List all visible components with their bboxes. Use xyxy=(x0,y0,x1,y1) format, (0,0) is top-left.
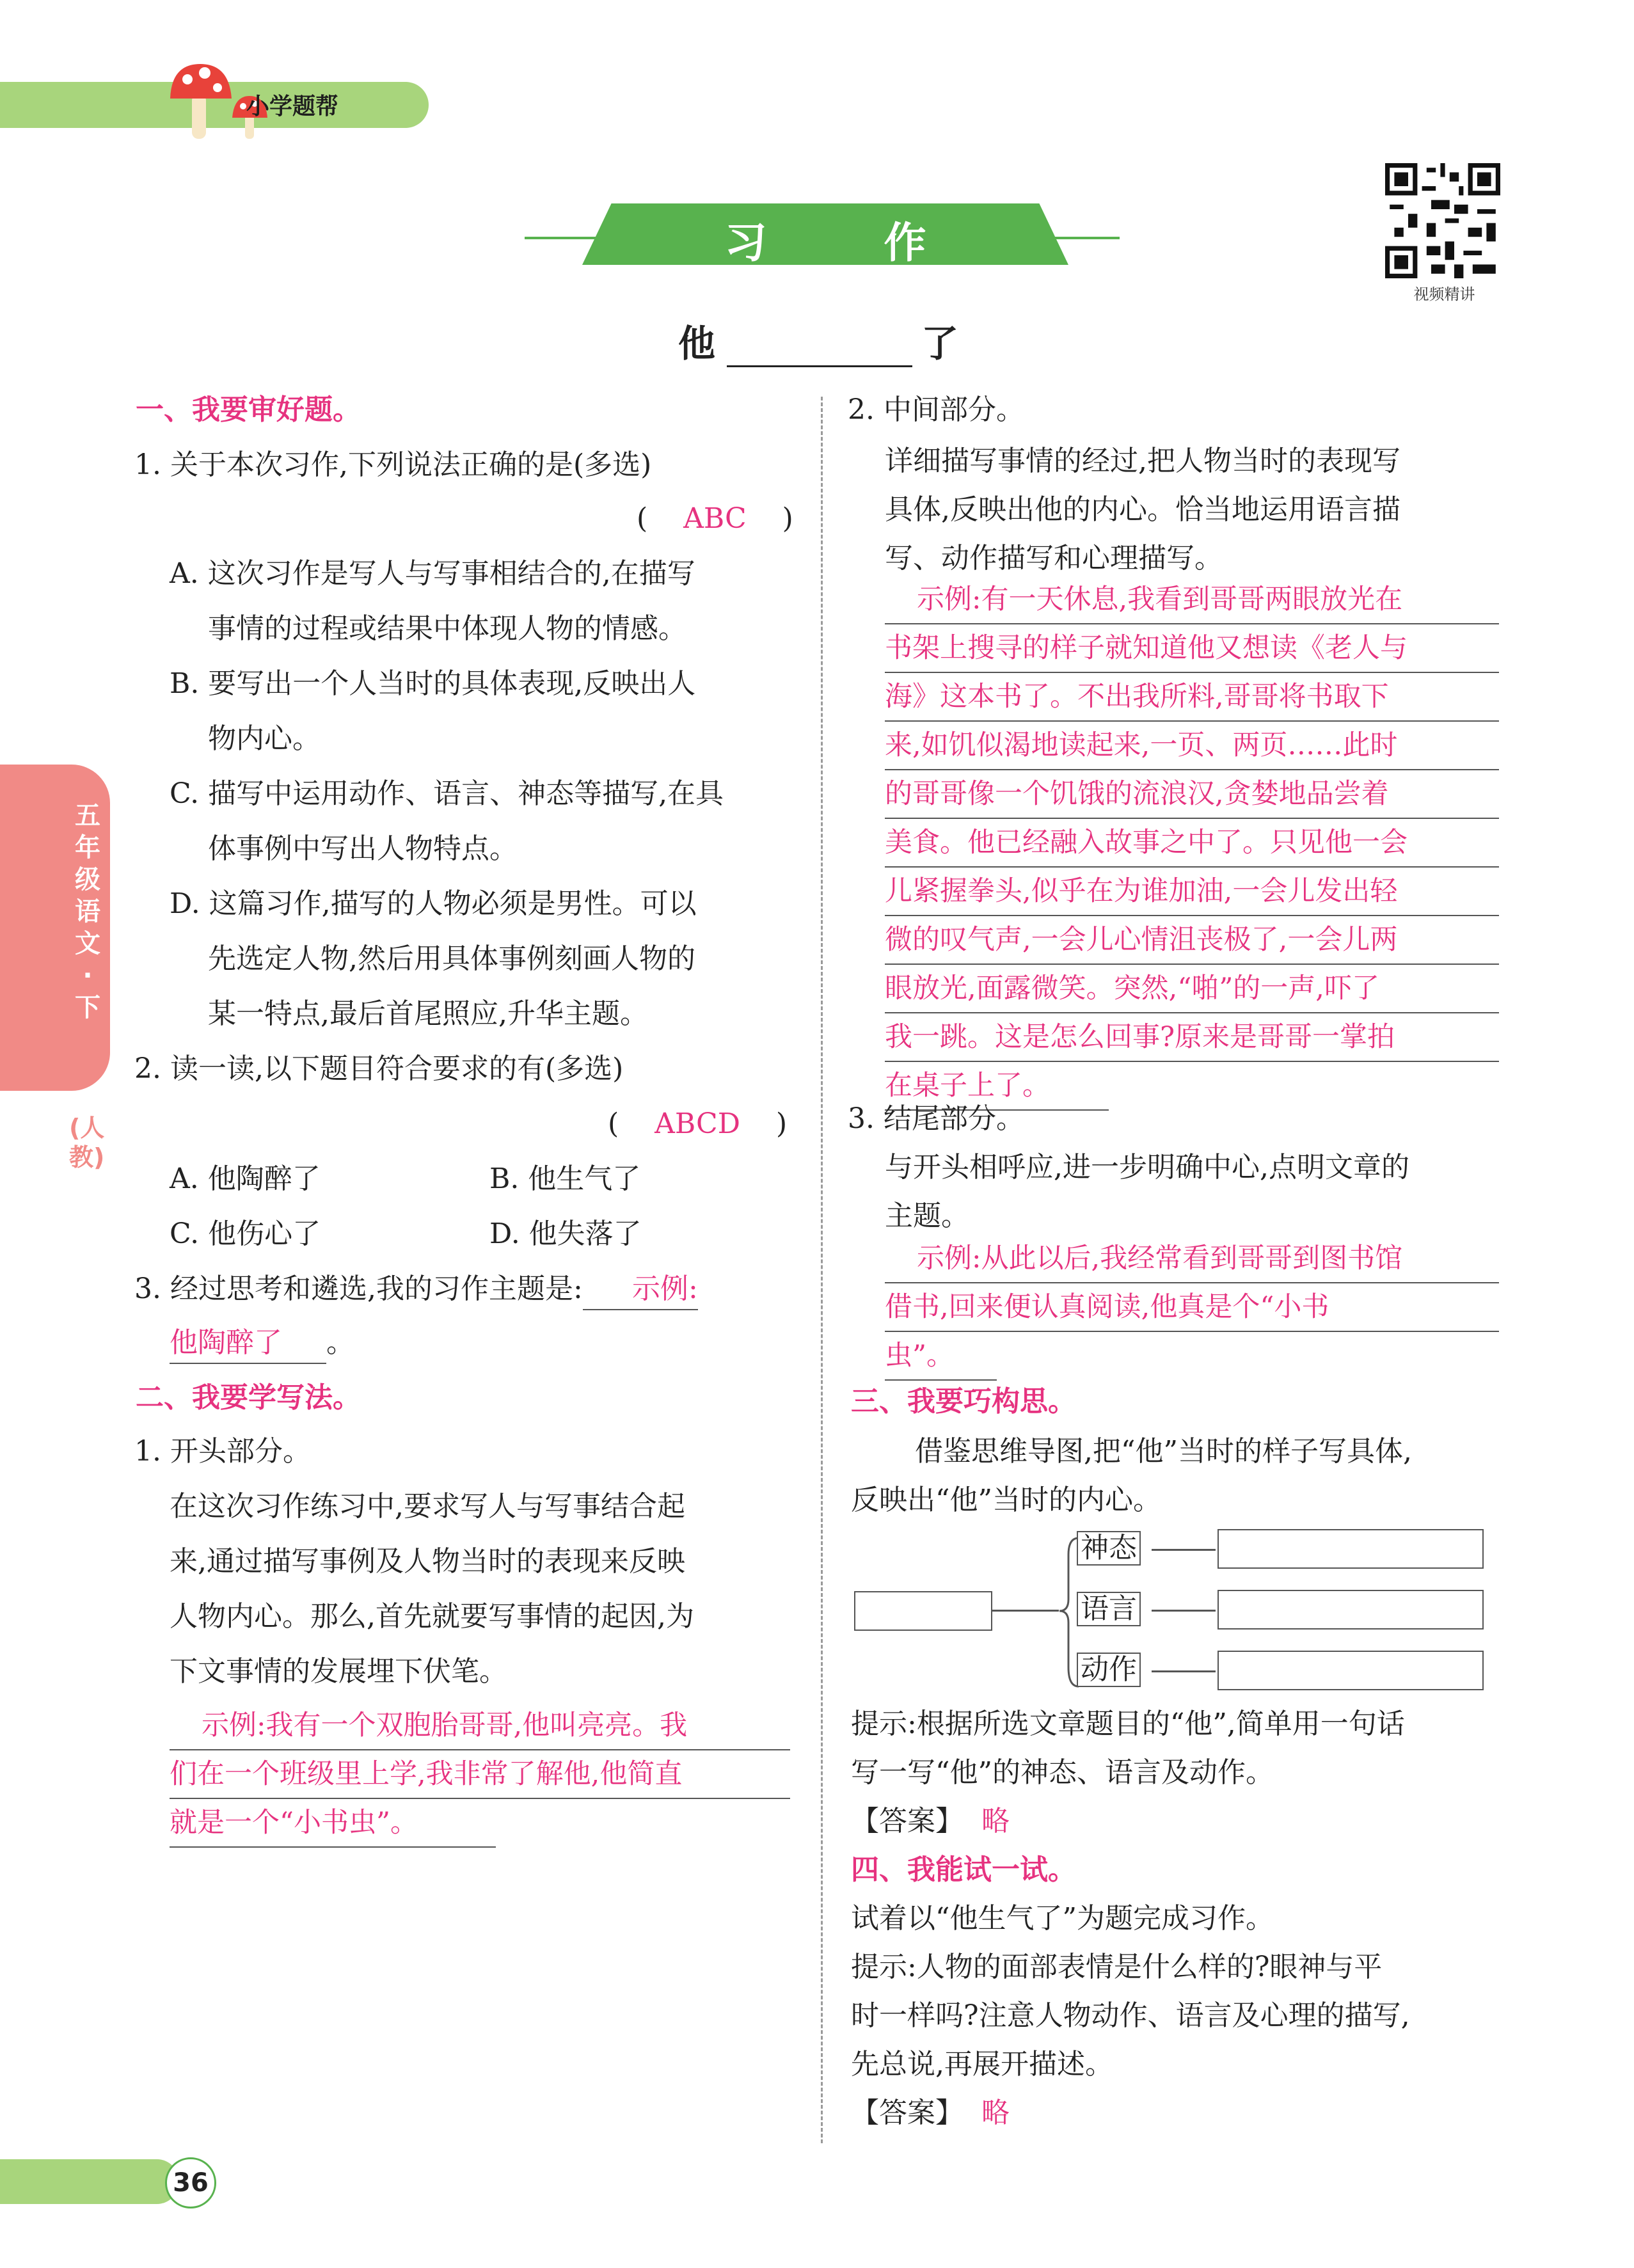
part-2-example-line: 微的叹气声,一会儿心情沮丧极了,一会儿两 xyxy=(885,916,1499,965)
q3-stem-text: 3. 经过思考和遴选,我的习作主题是: xyxy=(134,1273,583,1305)
part-2-example-line: 儿紧握拳头,似乎在为谁加油,一会儿发出轻 xyxy=(885,868,1499,916)
q1-option-b: B. 要写出一个人当时的具体表现,反映出人 xyxy=(170,667,696,700)
part-3-example-line: 虫”。 xyxy=(885,1332,997,1381)
answer-label: 【答案】 xyxy=(851,2097,964,2129)
mind-map-connector xyxy=(1152,1670,1216,1672)
q2-option-a: A. 他陶醉了 xyxy=(170,1162,321,1195)
part-2-example xyxy=(885,576,1499,1111)
q2-stem: 2. 读一读,以下题目符合要求的有(多选) xyxy=(134,1052,624,1085)
answer-row-1 xyxy=(851,1802,1010,1841)
q1-option-a-cont: 事情的过程或结果中体现人物的情感。 xyxy=(208,612,686,645)
part-3-example-line: 示例:从此以后,我经常看到哥哥到图书馆 xyxy=(885,1235,1499,1283)
tip-2-line-1: 提示:人物的面部表情是什么样的?眼神与平 xyxy=(851,1951,1383,1983)
tip-2-line-3: 先总说,再展开描述。 xyxy=(851,2048,1113,2081)
section-2-title: 二、我要学写法。 xyxy=(136,1381,361,1414)
q1-option-a: A. 这次习作是写人与写事相结合的,在描写 xyxy=(170,557,695,590)
essay-title xyxy=(678,313,961,367)
q2-option-b: B. 他生气了 xyxy=(489,1162,641,1195)
answer-value: 略 xyxy=(981,1805,1010,1837)
footer-bar xyxy=(0,2159,179,2204)
part-2-example-line: 示例:有一天休息,我看到哥哥两眼放光在 xyxy=(885,576,1499,624)
q3-answer-line xyxy=(170,1323,354,1364)
part-1-text-2: 来,通过描写事例及人物当时的表现来反映 xyxy=(170,1545,685,1578)
brand-name: 小学题帮 xyxy=(246,93,339,120)
q1-option-d: D. 这篇习作,描写的人物必须是男性。可以 xyxy=(170,887,697,920)
part-2-example-line: 的哥哥像一个饥饿的流浪汉,贪婪地品尝着 xyxy=(885,770,1499,819)
section-3-title: 三、我要巧构思。 xyxy=(851,1385,1076,1418)
answer-value: 略 xyxy=(981,2097,1010,2129)
q3-answer-2: 他陶醉了 xyxy=(170,1323,326,1364)
part-3-text-1: 与开头相呼应,进一步明确中心,点明文章的 xyxy=(885,1151,1409,1184)
q1-option-d-cont2: 某一特点,最后首尾照应,升华主题。 xyxy=(208,997,648,1030)
section-title: 习 作 xyxy=(724,218,978,267)
part-3-example-line: 借书,回来便认真阅读,他真是个“小书 xyxy=(885,1283,1499,1332)
q3-end: 。 xyxy=(326,1326,354,1359)
section-3-text-1: 借鉴思维导图,把“他”当时的样子写具体, xyxy=(915,1435,1412,1468)
q2-option-d: D. 他失落了 xyxy=(489,1217,642,1250)
mind-map-connector xyxy=(992,1610,1059,1612)
q2-answer-bracket: ( ABCD ) xyxy=(608,1107,788,1140)
part-2-title: 2. 中间部分。 xyxy=(848,393,1024,426)
side-tab-edition: (人教) xyxy=(69,1114,105,1171)
column-divider xyxy=(821,397,823,2143)
mind-map-label-speech: 语言 xyxy=(1077,1592,1141,1626)
section-3-text-2: 反映出“他”当时的内心。 xyxy=(851,1484,1161,1516)
essay-title-suffix: 了 xyxy=(921,322,962,365)
essay-title-blank[interactable] xyxy=(727,328,912,367)
part-2-text-2: 具体,反映出他的内心。恰当地运用语言描 xyxy=(885,493,1400,526)
part-2-example-line: 海》这本书了。不出我所料,哥哥将书取下 xyxy=(885,673,1499,722)
mind-map-label-expression: 神态 xyxy=(1077,1531,1141,1566)
mind-map-action-box[interactable] xyxy=(1218,1651,1484,1690)
q1-answer: ABC xyxy=(683,502,747,535)
part-1-text-3: 人物内心。那么,首先就要写事情的起因,为 xyxy=(170,1600,694,1633)
answer-label: 【答案】 xyxy=(851,1805,964,1837)
q3-stem xyxy=(134,1269,698,1310)
tip-1-line-1: 提示:根据所选文章题目的“他”,简单用一句话 xyxy=(851,1708,1405,1740)
part-2-example-line: 来,如饥似渴地读起来,一页、两页……此时 xyxy=(885,722,1499,770)
mind-map-connector xyxy=(1152,1549,1216,1551)
part-2-example-line: 在桌子上了。 xyxy=(885,1062,1109,1111)
part-2-example-line: 眼放光,面露微笑。突然,“啪”的一声,吓了 xyxy=(885,965,1499,1013)
answer-row-2 xyxy=(851,2093,1010,2133)
q3-answer-1: 示例: xyxy=(583,1269,698,1310)
section-4-title: 四、我能试一试。 xyxy=(851,1853,1076,1886)
q2-answer: ABCD xyxy=(654,1107,740,1140)
qr-code-icon[interactable] xyxy=(1385,163,1500,278)
q2-option-c: C. 他伤心了 xyxy=(170,1217,321,1250)
q1-option-b-cont: 物内心。 xyxy=(208,722,321,755)
mind-map-center-box[interactable] xyxy=(854,1591,992,1631)
side-tab-grade: 五年级语文·下 xyxy=(75,801,100,1022)
part-3-title: 3. 结尾部分。 xyxy=(848,1102,1024,1135)
part-1-text-1: 在这次习作练习中,要求写人与写事结合起 xyxy=(170,1490,685,1523)
part-1-title: 1. 开头部分。 xyxy=(134,1435,311,1468)
essay-title-prefix: 他 xyxy=(678,322,718,365)
part-2-text-3: 写、动作描写和心理描写。 xyxy=(885,542,1223,575)
tip-2-line-2: 时一样吗?注意人物动作、语言及心理的描写, xyxy=(851,1999,1410,2032)
tip-1-line-2: 写一写“他”的神态、语言及动作。 xyxy=(851,1756,1274,1789)
section-4-text: 试着以“他生气了”为题完成习作。 xyxy=(851,1902,1274,1935)
part-1-text-4: 下文事情的发展埋下伏笔。 xyxy=(170,1655,507,1688)
part-2-example-line: 书架上搜寻的样子就知道他又想读《老人与 xyxy=(885,624,1499,673)
mind-map-speech-box[interactable] xyxy=(1218,1590,1484,1630)
q1-answer-bracket: ( ABC ) xyxy=(637,502,793,535)
q1-option-d-cont: 先选定人物,然后用具体事例刻画人物的 xyxy=(208,942,695,975)
q1-stem: 1. 关于本次习作,下列说法正确的是(多选) xyxy=(134,448,652,481)
page-number: 36 xyxy=(165,2157,216,2209)
part-2-example-line: 美食。他已经融入故事之中了。只见他一会 xyxy=(885,819,1499,868)
part-3-example xyxy=(885,1235,1499,1381)
section-1-title: 一、我要审好题。 xyxy=(136,393,361,426)
qr-label: 视频精讲 xyxy=(1413,285,1475,303)
mind-map-label-action: 动作 xyxy=(1077,1653,1141,1687)
q1-option-c: C. 描写中运用动作、语言、神态等描写,在具 xyxy=(170,777,724,810)
part-1-example-line: 就是一个“小书虫”。 xyxy=(170,1799,496,1848)
part-2-example-line: 我一跳。这是怎么回事?原来是哥哥一掌拍 xyxy=(885,1013,1499,1062)
q1-option-c-cont: 体事例中写出人物特点。 xyxy=(208,832,518,865)
mind-map-expression-box[interactable] xyxy=(1218,1529,1484,1569)
part-1-example-line: 示例:我有一个双胞胎哥哥,他叫亮亮。我 xyxy=(170,1702,790,1750)
mind-map-connector xyxy=(1152,1610,1216,1612)
part-1-example xyxy=(170,1702,790,1848)
part-2-text-1: 详细描写事情的经过,把人物当时的表现写 xyxy=(885,445,1400,477)
part-1-example-line: 们在一个班级里上学,我非常了解他,他简直 xyxy=(170,1750,790,1799)
part-3-text-2: 主题。 xyxy=(885,1200,969,1232)
